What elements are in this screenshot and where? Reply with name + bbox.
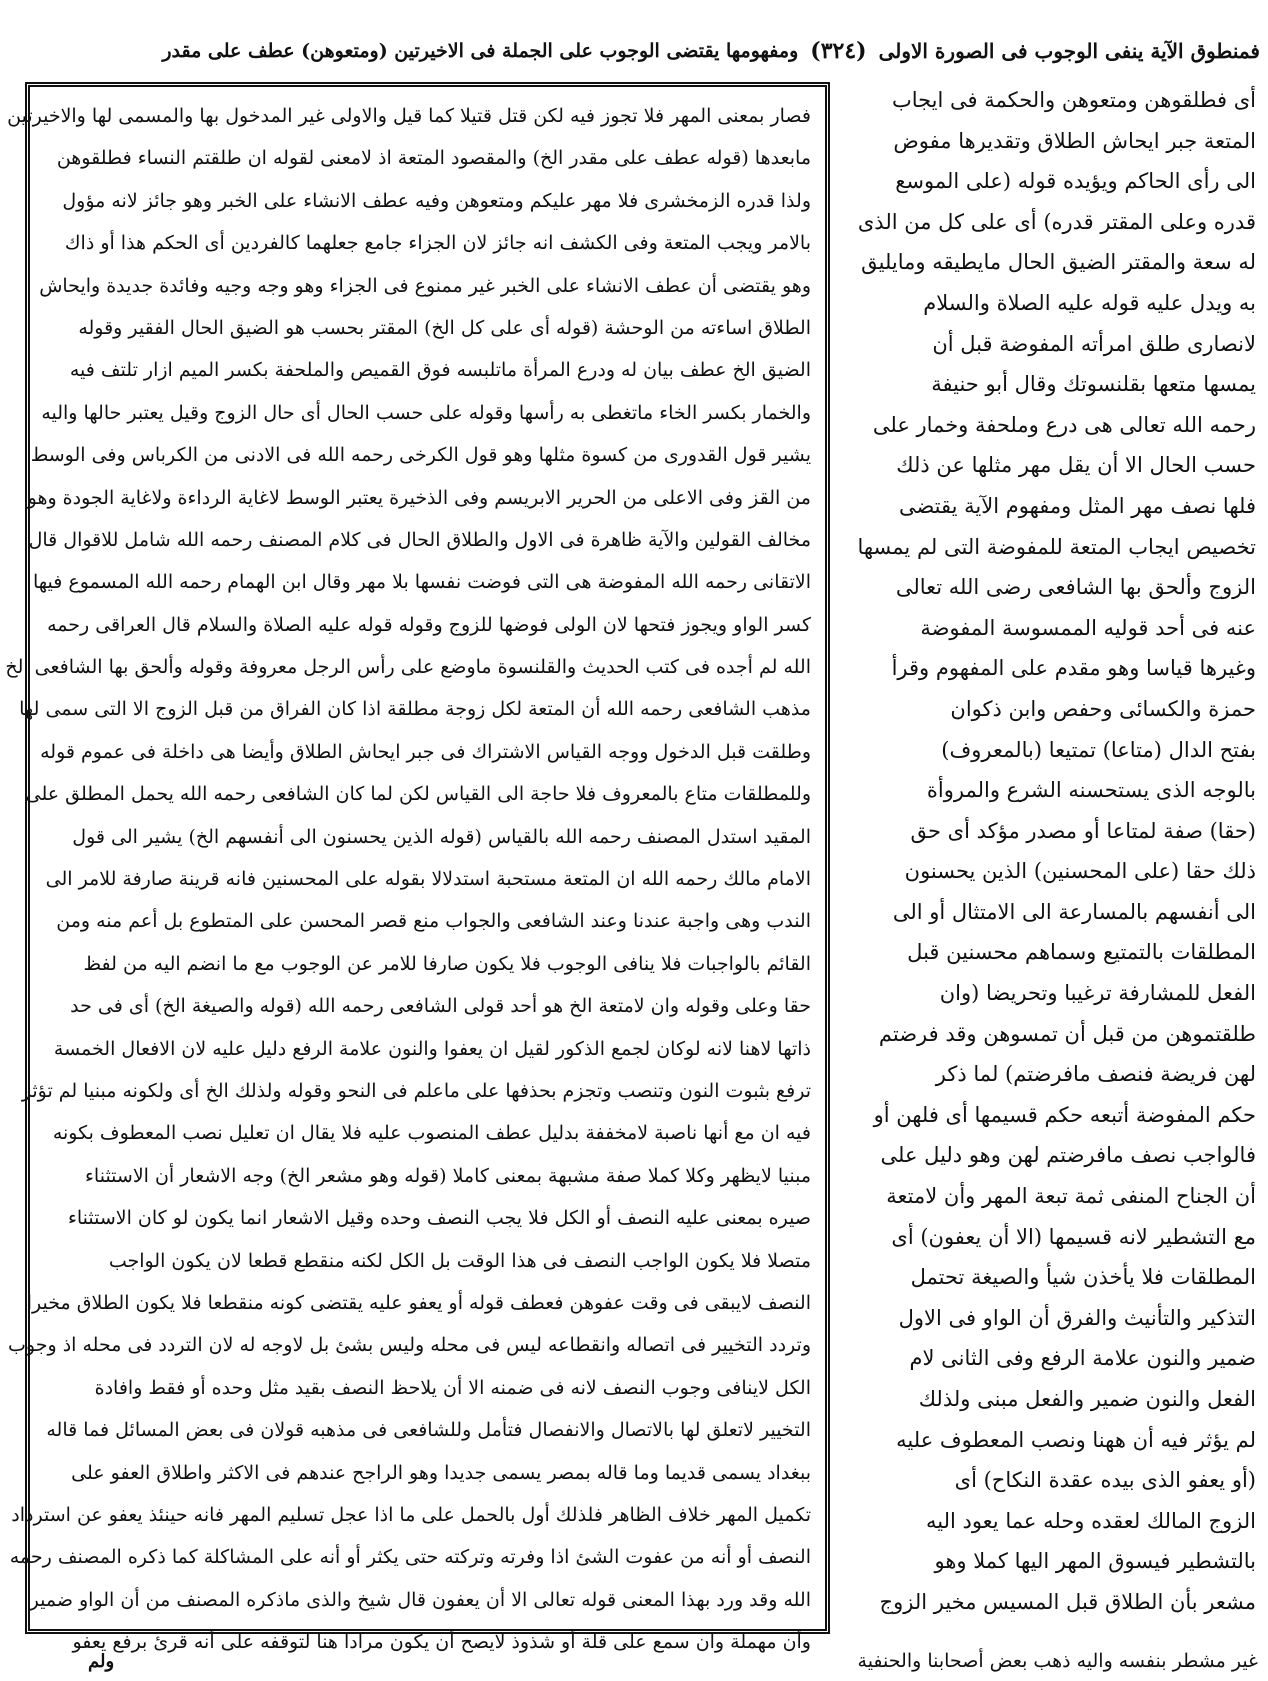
main-text-frame <box>5 82 830 1654</box>
main-text-line: صيره بمعنى عليه النصف أو الكل فلا يجب النصف وحده وقيل الاشعار انما يكون لو كان الاستثناء <box>67 1207 811 1230</box>
main-text-line: ترفع بثبوت النون وتنصب وتجزم بحذفها على ماعلم فى النحو وقوله ولذلك الخ أى ولكونه مبنيا لم تؤثر <box>21 1079 811 1102</box>
margin-line: (أو يعفو الذى بيده عقدة النكاح) أى <box>954 1468 1256 1493</box>
margin-line: لهن فريضة فنصف مافرضتم) لما ذكر <box>935 1062 1256 1087</box>
margin-line: الى أنفسهم بالمسارعة الى الامتثال أو الى <box>892 899 1256 924</box>
main-text-line: من القز وفى الاعلى من الحرير الابريسم وفى الذخيرة يعتبر الوسط لاغاية الرداءة ولاغاية الجودة وهو <box>27 486 811 509</box>
main-text-line: ببغداد يسمى قديما وما قاله بمصر يسمى جديدا وهو الراجح عندهم فى الاكثر واطلاق العفو على <box>71 1461 811 1484</box>
main-text-line: حقا وعلى وقوله وان لامتعة الخ هو أحد قولى الشافعى رحمه الله (قوله والصيغة الخ) أى فى حد <box>70 995 811 1018</box>
main-commentary <box>5 95 811 1654</box>
main-text-line: وتردد التخيير فى اتصاله وانقطاعه ليس فى محله وليس بشئ بل لاوجه له لان التردد فى محله اذ وجوب <box>8 1334 811 1357</box>
main-text-line: وللمطلقات متاع بالمعروف فلا حاجة الى القياس لكن لما كان الشافعى رحمه الله يحمل المطلق على <box>25 783 811 806</box>
margin-line: الى رأى الحاكم ويؤيده قوله (على الموسع <box>895 169 1256 194</box>
main-text-line: النصف أو أنه من عفوت الشئ اذا وفرته وتركته حتى يكثر أو أنه على المشاكلة كما ذكره المصنف رحمه <box>9 1546 811 1569</box>
page-number: (٣٢٤) <box>810 38 867 64</box>
page-footer <box>88 1648 1258 1674</box>
main-text-line: الكل لاينافى وجوب النصف لانه فى ضمنه الا أن يلاحظ النصف بقيد مثل وحده أو فقط وافادة <box>94 1376 811 1399</box>
main-text-line: الاتقانى رحمه الله المفوضة هى التى فوضت نفسها بلا مهر وقال ابن الهمام رحمه الله المسموع فيها <box>33 571 811 594</box>
margin-line: وغيرها قياسا وهو مقدم على المفهوم وقرأ <box>891 656 1256 681</box>
margin-line: حسب الحال الا أن يقل مهر مثلها عن ذلك <box>896 453 1256 478</box>
margin-line: (حقا) صفة لمتاعا أو مصدر مؤكد أى حق <box>910 818 1256 843</box>
main-text-line: فيه ان مع أنها ناصبة لامخففة بدليل عطف المنصوب عليه فلا يقال ان تعليل نصب المعطوف بكونه <box>52 1122 811 1145</box>
margin-line: تخصيص ايجاب المتعة للمفوضة التى لم يمسها <box>857 534 1256 559</box>
margin-line: أى فطلقوهن ومتعوهن والحكمة فى ايجاب <box>891 88 1256 112</box>
margin-line: ضمير والنون علامة الرفع وفى الثانى لام <box>909 1346 1256 1371</box>
margin-top-text: فمنطوق الآية ينفى الوجوب فى الصورة الاولى <box>878 39 1260 63</box>
main-text-line: بالامر ويجب المتعة وفى الكشف انه جائز لان الجزاء جامع جعلهما كالفردين أى الحكم هذا أو ذاك <box>64 232 811 255</box>
main-text-line: وطلقت قبل الدخول ووجه القياس الاشتراك فى جبر ايحاش الطلاق وأيضا هى داخلة فى عموم قوله <box>40 740 811 763</box>
margin-line: بالتشطير فيسوق المهر اليها كملا وهو <box>934 1549 1256 1574</box>
main-text-line: مذهب الشافعى رحمه الله أن المتعة لكل زوجة مطلقة اذا كان الفراق من قبل الزوج الا التى سمى لها <box>19 698 811 721</box>
margin-line: رحمه الله تعالى هى درع وملحفة وخمار على <box>872 412 1256 437</box>
margin-line: لانصارى طلق امرأته المفوضة قبل أن <box>932 331 1256 356</box>
margin-line: مع التشطير لانه قسيمها (الا أن يعفون) أى <box>891 1224 1256 1249</box>
running-header: ومفهومها يقتضى الوجوب على الجملة فى الاخيرتين (ومتعوهن) عطف على مقدر <box>162 40 799 62</box>
main-text-line: القائم بالواجبات فلا ينافى الوجوب فلا يكون صارفا للامر عن الوجوب مع ما انضم اليه من لفظ <box>83 952 811 975</box>
catchword: ولم <box>88 1650 115 1672</box>
margin-commentary <box>808 80 1256 1625</box>
main-text-line: والخمار بكسر الخاء ماتغطى به رأسها وقوله على حسب الحال أى حال الزوج وقيل يعتبر حالها واليه <box>41 401 811 424</box>
margin-line: مشعر بأن الطلاق قبل المسيس مخير الزوج <box>879 1589 1256 1614</box>
main-text-line: وأن مهملة وان سمع على قلة أو شذوذ لايصح أن يكون مرادا هنا لتوقفه على أنه قرئ برفع يعفو <box>72 1631 811 1654</box>
margin-line: يمسها متعها بقلنسوتك وقال أبو حنيفة <box>931 372 1256 397</box>
margin-line: لم يؤثر فيه أن ههنا ونصب المعطوف عليه <box>896 1427 1256 1452</box>
page-header <box>100 28 1260 74</box>
margin-line: المطلقات فلا يأخذن شيأ والصيغة تحتمل <box>910 1265 1256 1290</box>
margin-line: بفتح الدال (متاعا) تمتيعا (بالمعروف) <box>941 737 1256 762</box>
main-text-line: فصار بمعنى المهر فلا تجوز فيه لكن قتل قتيلا كما قيل والاولى غير المدخول بها والمسمى لها والاخيرتين <box>7 105 811 127</box>
margin-line: الزوج المالك لعقده وحله عما يعود اليه <box>925 1508 1256 1533</box>
main-text-line: مخالف القولين والآية ظاهرة فى الاول والطلاق الحال فى كلام المصنف رحمه الله شامل للاقوال قال <box>28 528 811 551</box>
margin-line: حمزة والكسائى وحفص وابن ذكوان <box>950 696 1256 721</box>
main-text-line: كسر الواو ويجوز فتحها لان الولى فوضها للزوج وقوله قوله عليه الصلاة والسلام قال العراقى رحمه <box>47 613 811 636</box>
margin-line: فلها نصف مهر المثل ومفهوم الآية يقتضى <box>898 493 1256 518</box>
main-text-line: متصلا فلا يكون الواجب النصف فى هذا الوقت بل الكل لكنه منقطع قطعا لان يكون الواجب <box>108 1249 811 1272</box>
margin-last-line: غير مشطر بنفسه واليه ذهب بعض أصحابنا والحنفية <box>857 1650 1258 1672</box>
margin-line: حكم المفوضة أتبعه حكم قسيمها أى فلهن أو <box>873 1102 1256 1127</box>
main-text-line: الله لم أجده فى كتب الحديث والقلنسوة ماوضع على رأس الرجل معروفة وقوله وألحق بها الشافعى الخ <box>5 656 811 679</box>
main-text-line: الندب وهى واجبة عندنا وعند الشافعى والجواب منع قصر المحسن على المتطوع بل أعم منه ومن <box>56 910 811 933</box>
margin-line: المطلقات بالتمتيع وسماهم محسنين قبل <box>907 940 1256 965</box>
main-text-line: الامام مالك رحمه الله ان المتعة مستحبة استدلالا بقوله على المحسنين فانه قرينة صارفة للامر الى <box>45 868 811 891</box>
margin-line: قدره وعلى المقتر قدره) أى على كل من الذى <box>857 209 1256 234</box>
main-text-line: النصف لايبقى فى وقت عفوهن فعطف قوله أو يعفو عليه يقتضى كونه منقطعا فلا يكون الطلاق مخيرا <box>26 1291 811 1314</box>
main-text-line: ولذا قدره الزمخشرى فلا مهر عليكم ومتعوهن وفيه عطف الانشاء على الخبر وهو جائز لانه مؤول <box>62 189 811 212</box>
margin-line: ذلك حقا (على المحسنين) الذين يحسنون <box>904 859 1256 884</box>
margin-line: طلقتموهن من قبل أن تمسوهن وقد فرضتم <box>878 1021 1256 1046</box>
main-text-line: الضيق الخ عطف بيان له ودرع المرأة ماتلبسه فوق القميص والملحفة بكسر الميم ازار تلتف فيه <box>69 359 811 382</box>
margin-line: المتعة جبر ايحاش الطلاق وتقديرها مفوض <box>893 128 1256 153</box>
main-text-line: مبنيا لايظهر وكلا كملا صفة مشبهة بمعنى كاملا (قوله وهو مشعر الخ) وجه الاشعار أن الاستثناء <box>84 1164 811 1187</box>
main-text-line: ذاتها لاهنا لانه لوكان لجمع الذكور لقيل ان يعفوا والنون علامة الرفع دليل عليه لان الافعال الخمسة <box>53 1037 811 1060</box>
main-text-line: يشير قول القدورى من كسوة مثلها وهو قول الكرخى رحمه الله فى الادنى من الكرباس وفى الوسط <box>30 444 811 467</box>
main-text-line: المقيد استدل المصنف رحمه الله بالقياس (قوله الذين يحسنون الى أنفسهم الخ) يشير الى قول <box>72 825 811 848</box>
margin-line: التذكير والتأنيث والفرق أن الواو فى الاول <box>898 1305 1256 1330</box>
main-text-line: الله وقد ورد بهذا المعنى قوله تعالى الا أن يعفون قال شيخ والذى ماذكره المصنف من أن الواو ضمير <box>29 1588 811 1611</box>
main-text-line: وهو يقتضى أن عطف الانشاء على الخبر غير ممنوع فى الجزاء وهو وجه وجيه وفائدة جديدة وايحاش <box>39 274 811 297</box>
main-text-line: التخيير لاتعلق لها بالاتصال والانفصال فتأمل وللشافعى فى مذهبه قولان فى بعض المسائل فما قاله <box>46 1419 811 1442</box>
margin-line: له سعة والمقتر الضيق الحال مايطيقه ومايليق <box>861 250 1256 275</box>
margin-line: أن الجناح المنفى ثمة تبعة المهر وأن لامتعة <box>886 1184 1256 1209</box>
margin-line: الفعل للمشارفة ترغيبا وتحريضا (وان <box>939 981 1256 1006</box>
margin-line: الزوج وألحق بها الشافعى رضى الله تعالى <box>895 575 1256 600</box>
margin-line: الفعل والنون ضمير والفعل مبنى ولذلك <box>918 1387 1256 1411</box>
margin-line: بالوجه الذى يستحسنه الشرع والمروأة <box>926 778 1256 803</box>
main-text-line: الطلاق اساءته من الوحشة (قوله أى على كل الخ) المقتر بحسب هو الضيق الحال الفقير وقوله <box>78 316 811 339</box>
margin-line: به ويدل عليه قوله عليه الصلاة والسلام <box>923 290 1256 315</box>
main-text-line: تكميل المهر خلاف الظاهر فلذلك أول بالحمل على ما اذا عجل تسليم المهر فانه حينئذ يعفو عن استرداد <box>11 1503 811 1526</box>
main-text-line: مابعدها (قوله عطف على مقدر الخ) والمقصود المتعة اذ لامعنى لقوله ان طلقتم النساء فطلقوهن <box>56 147 811 170</box>
margin-line: فالواجب نصف مافرضتم لهن وهو دليل على <box>880 1143 1256 1168</box>
margin-line: عنه فى أحد قوليه الممسوسة المفوضة <box>920 615 1256 640</box>
